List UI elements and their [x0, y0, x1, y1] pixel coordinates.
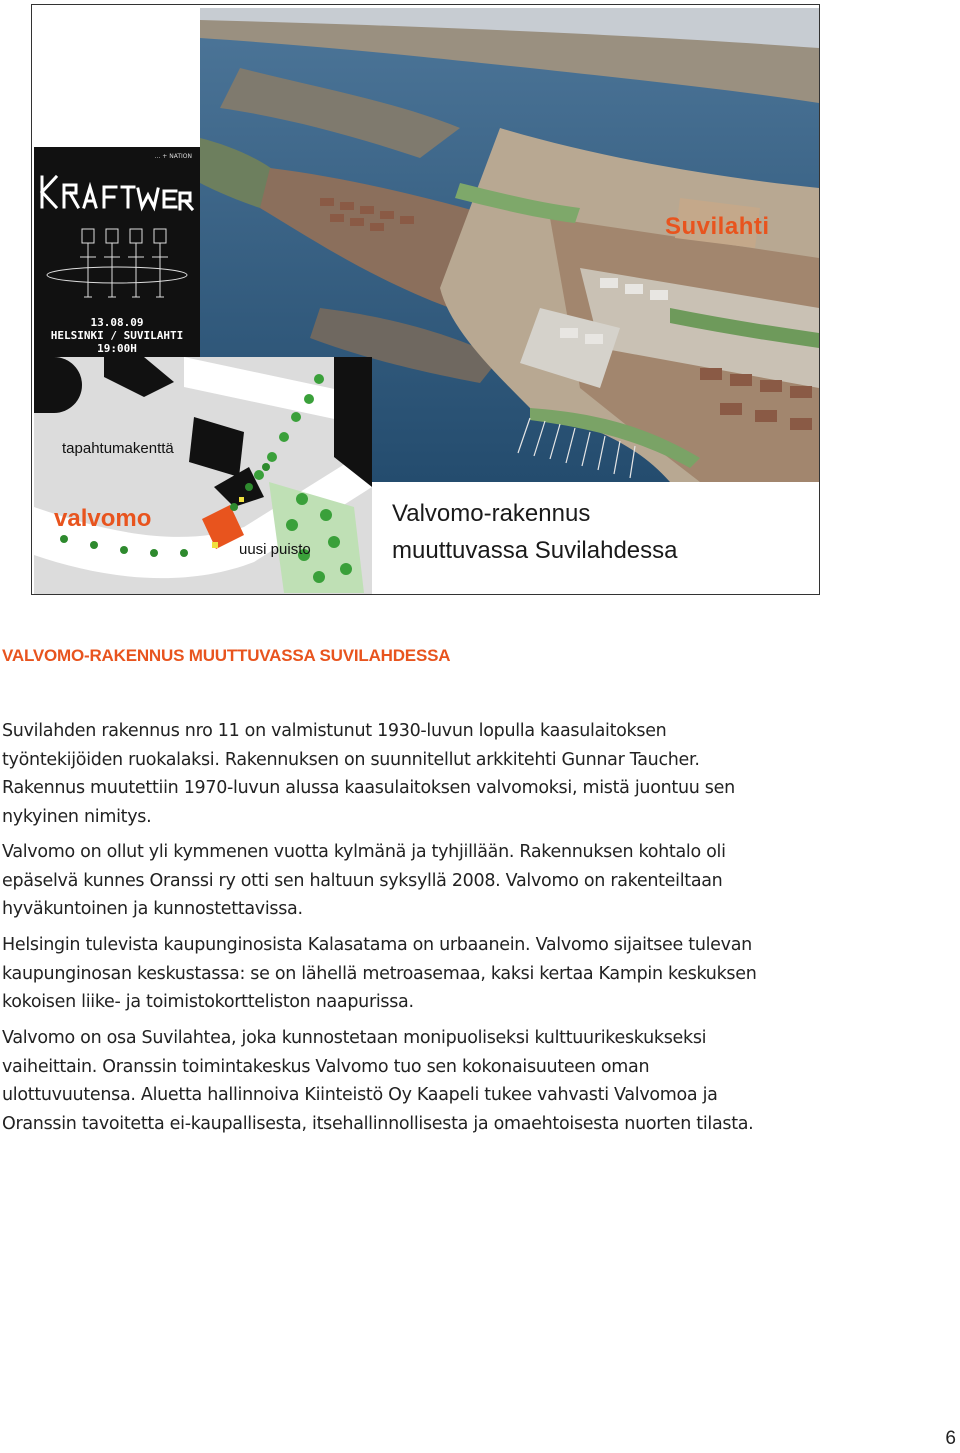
paragraph-line: Valvomo on osa Suvilahtea, joka kunnostetaan monipuoliseksi kulttuurikeskukseksi — [2, 1028, 707, 1048]
page-number: 6 — [945, 1428, 956, 1449]
poster-date-line: 13.08.09 — [90, 316, 144, 329]
paragraph-line: vaiheittain. Oranssin toimintakeskus Valvomo tuo sen kokonaisuuteen oman — [2, 1056, 650, 1077]
paragraph-line: Oranssin tavoitetta ei-kaupallisesta, itsehallinnollisesta ja omaehtoisesta nuorten tilasta. — [2, 1113, 754, 1134]
paragraph-line: työntekijöiden ruokalaksi. Rakennuksen on suunnitellut arkkitehti Gunnar Taucher. — [2, 749, 700, 770]
poster-logo — [34, 157, 200, 317]
slide-image — [31, 4, 820, 595]
paragraph-line: hyväkuntoinen ja kunnostettavissa. — [2, 899, 303, 919]
building-label: valvomo — [54, 505, 152, 532]
paragraph-line: kokoisen liike- ja toimistokortteliston naapurissa. — [2, 992, 414, 1012]
event-area-label: tapahtumakenttä — [62, 440, 174, 457]
paragraph — [2, 838, 852, 924]
site-map — [34, 357, 372, 595]
slide-caption-line: muuttuvassa Suvilahdessa — [392, 537, 678, 564]
event-poster — [34, 147, 200, 357]
aerial-label: Suvilahti — [665, 213, 770, 240]
paragraph-line: Helsingin tulevista kaupunginosista Kalasatama on urbaanein. Valvomo sijaitsee tulevan — [2, 935, 752, 955]
paragraph-line: ulottuvuutensa. Aluetta hallinnoiva Kiinteistö Oy Kaapeli tukee vahvasti Valvomoa ja — [2, 1085, 718, 1105]
paragraph-line: Rakennus muutettiin 1970-luvun alussa kaasulaitoksen valvomoksi, mistä juontuu sen — [2, 778, 735, 798]
poster-logos: … + NATION — [154, 153, 192, 160]
paragraph-line: epäselvä kunnes Oranssi ry otti sen haltuun syksyllä 2008. Valvomo on rakenteiltaan — [2, 870, 723, 891]
paragraph — [2, 717, 852, 831]
paragraph-line: Valvomo on ollut yli kymmenen vuotta kylmänä ja tyhjillään. Rakennuksen kohtalo oli — [2, 842, 726, 862]
poster-date-line: 19:00H — [97, 342, 137, 355]
paragraph-line: kaupunginosan keskustassa: se on lähellä metroasemaa, kaksi kertaa Kampin keskuksen — [2, 963, 757, 984]
slide-caption — [392, 495, 678, 569]
paragraph-line: nykyinen nimitys. — [2, 806, 152, 827]
paragraph — [2, 1024, 852, 1138]
poster-date-line: HELSINKI / SUVILAHTI — [50, 329, 184, 342]
section-heading: VALVOMO-RAKENNUS MUUTTUVASSA SUVILAHDESSA — [2, 646, 451, 665]
site-map-drawing — [34, 357, 372, 595]
poster-date — [34, 316, 200, 355]
slide-caption-box — [372, 483, 819, 595]
paragraph-line: Suvilahden rakennus nro 11 on valmistunut 1930-luvun lopulla kaasulaitoksen — [2, 721, 667, 741]
paragraph — [2, 931, 852, 1017]
slide-caption-line: Valvomo-rakennus — [392, 500, 591, 527]
park-label: uusi puisto — [239, 541, 311, 558]
